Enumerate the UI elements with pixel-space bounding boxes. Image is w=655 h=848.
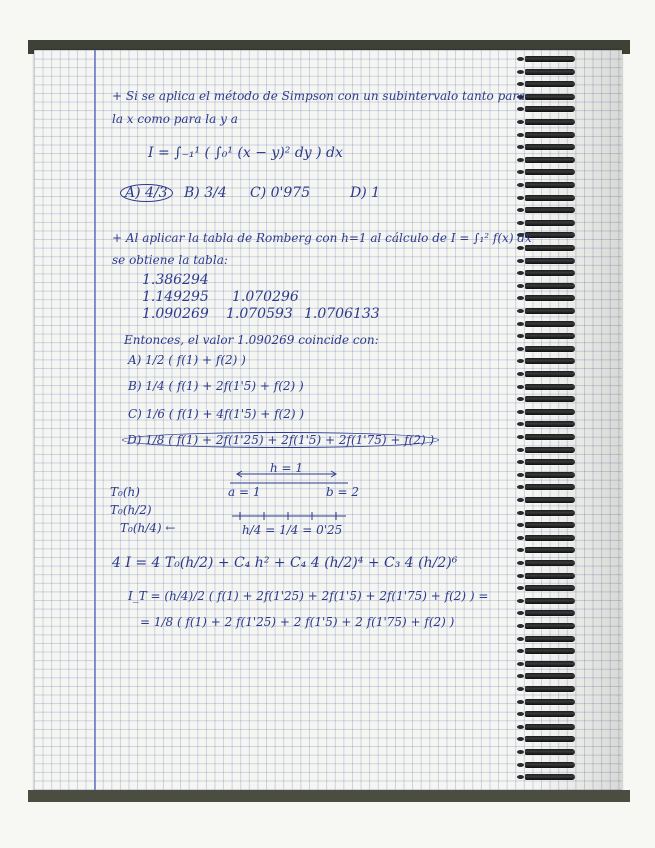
- romberg-r1c0: 1.149295: [142, 289, 209, 305]
- work-t0: T₀(h): [110, 485, 140, 499]
- romberg-r0c0: 1.386294: [142, 272, 209, 288]
- romberg-r1c1: 1.070296: [232, 289, 299, 305]
- q1-option-d: D) 1: [350, 185, 381, 201]
- work-b-label: b = 2: [326, 485, 359, 499]
- romberg-r2c2: 1.0706133: [304, 306, 380, 322]
- romberg-r2c1: 1.070593: [226, 306, 293, 322]
- q1-option-a-text: A) 4/3: [120, 184, 173, 202]
- q2-option-b: B) 1/4 ( f(1) + 2f(1'5) + f(2) ): [128, 379, 304, 393]
- q2-option-a: A) 1/2 ( f(1) + f(2) ): [128, 353, 246, 367]
- work-eq2: I_T = (h/4)/2 ( f(1) + 2f(1'25) + 2f(1'5) + 2f(1'75) + f(2) ) =: [128, 589, 489, 603]
- work-eq3: = 1/8 ( f(1) + 2 f(1'25) + 2 f(1'5) + 2 f(1'75) + f(2) ): [140, 615, 455, 629]
- q2-option-c: C) 1/6 ( f(1) + 4f(1'5) + f(2) ): [128, 407, 305, 421]
- work-t1: T₀(h/2): [110, 503, 152, 517]
- q1-intro-line1: + Si se aplica el método de Simpson con un subintervalo tanto para: [112, 89, 526, 103]
- q2-option-d-text: D) 1/8 ( f(1) + 2f(1'25) + 2f(1'5) + 2f(1'75) + f(2) ): [122, 432, 439, 448]
- q2-intro-line1: + Al aplicar la tabla de Romberg con h=1 al cálculo de I = ∫₁² f(x) dx: [112, 231, 532, 245]
- work-step-label: h/4 = 1/4 = 0'25: [242, 523, 343, 537]
- q1-option-b: B) 3/4: [184, 185, 227, 201]
- q1-option-c: C) 0'975: [250, 185, 311, 201]
- q2-intro-line2: se obtiene la tabla:: [112, 253, 228, 267]
- work-eq1: 4 I = 4 T₀(h/2) + C₄ h² + C₄ 4 (h/2)⁴ + C₃ 4 (h/2)⁶: [112, 555, 458, 571]
- q1-intro-line2: la x como para la y a: [112, 112, 238, 126]
- work-t2: T₀(h/4) ←: [120, 521, 176, 535]
- q1-integral: I = ∫₋₁¹ ( ∫₀¹ (x − y)² dy ) dx: [148, 145, 343, 161]
- work-a-label: a = 1: [228, 485, 261, 499]
- work-h-label: h = 1: [270, 461, 304, 475]
- romberg-r2c0: 1.090269: [142, 306, 209, 322]
- q2-question: Entonces, el valor 1.090269 coincide con:: [124, 333, 379, 347]
